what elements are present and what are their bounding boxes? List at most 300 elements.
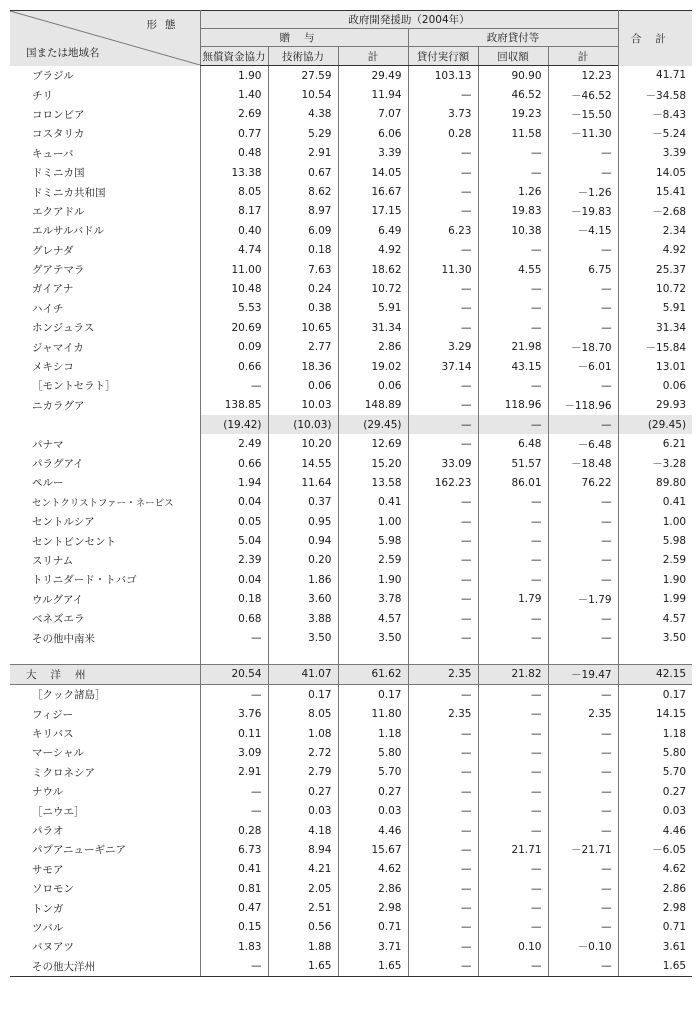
cell-grant-aid: 3.76 [200, 705, 268, 724]
cell-total: 41.71 [618, 66, 692, 86]
cell-grant-subtotal: 2.59 [338, 551, 408, 570]
cell-recovery: — [478, 376, 548, 395]
table-row [10, 590, 692, 609]
cell-recovery: 90.90 [478, 66, 548, 86]
cell-recovery: 19.83 [478, 202, 548, 221]
cell-grant-subtotal: 3.71 [338, 937, 408, 956]
cell-tech-coop: 10.65 [268, 318, 338, 337]
cell-grant-subtotal: 12.69 [338, 434, 408, 453]
table-row [10, 182, 692, 201]
cell-grant-subtotal: 17.15 [338, 202, 408, 221]
cell-tech-coop: 10.03 [268, 396, 338, 415]
country-name: スリナム [32, 554, 74, 567]
cell-loan-subtotal: 12.23 [548, 66, 618, 86]
cell-grant-aid: 0.40 [200, 221, 268, 240]
cell-grant-aid: — [200, 376, 268, 395]
cell-recovery: — [478, 860, 548, 879]
cell-loan-subtotal: －1.26 [548, 182, 618, 201]
country-name: フィジー [32, 708, 74, 721]
cell-loan-exec: — [408, 182, 478, 201]
header-grant-aid: 無償資金協力 [200, 47, 268, 66]
spacer-cell [618, 648, 692, 665]
cell-loan-exec: — [408, 685, 478, 705]
cell-grant-aid: 2.49 [200, 434, 268, 453]
cell-tech-coop: 0.67 [268, 163, 338, 182]
cell-recovery: 46.52 [478, 85, 548, 104]
cell-loan-exec: — [408, 743, 478, 762]
cell-total: 14.05 [618, 163, 692, 182]
cell-loan-subtotal: — [548, 241, 618, 260]
cell-grant-aid: 5.53 [200, 299, 268, 318]
cell-total: 4.57 [618, 609, 692, 628]
cell-loan-exec: 11.30 [408, 260, 478, 279]
cell-recovery: — [478, 299, 548, 318]
cell-recovery: — [478, 531, 548, 550]
spacer-cell [338, 648, 408, 665]
cell-loan-exec: 2.35 [408, 664, 478, 684]
cell-tech-coop: 11.64 [268, 473, 338, 492]
cell-recovery: — [478, 493, 548, 512]
cell-grant-subtotal: 0.17 [338, 685, 408, 705]
cell-grant-aid: 0.15 [200, 918, 268, 937]
cell-tech-coop: 0.20 [268, 551, 338, 570]
cell-recovery: — [478, 163, 548, 182]
cell-loan-subtotal: — [548, 376, 618, 395]
country-name: トリニダード・トバゴ [32, 574, 137, 587]
cell-total: 2.86 [618, 879, 692, 898]
cell-tech-coop: 1.08 [268, 724, 338, 743]
spacer-cell [548, 648, 618, 665]
cell-tech-coop: 27.59 [268, 66, 338, 86]
cell-tech-coop: 4.38 [268, 105, 338, 124]
cell-tech-coop: 1.88 [268, 937, 338, 956]
cell-loan-subtotal: 6.75 [548, 260, 618, 279]
cell-loan-subtotal: — [548, 763, 618, 782]
cell-grant-subtotal: 1.90 [338, 570, 408, 589]
country-name: ガイアナ [32, 283, 74, 296]
cell-recovery: — [478, 705, 548, 724]
cell-loan-exec: — [408, 318, 478, 337]
cell-grant-subtotal: 31.34 [338, 318, 408, 337]
cell-grant-subtotal: 5.91 [338, 299, 408, 318]
country-name: ウルグアイ [32, 593, 84, 606]
cell-loan-exec: — [408, 279, 478, 298]
cell-loan-exec: — [408, 570, 478, 589]
cell-tech-coop: 2.72 [268, 743, 338, 762]
cell-loan-subtotal: 76.22 [548, 473, 618, 492]
country-name: グアテマラ [32, 264, 85, 277]
cell-recovery: — [478, 241, 548, 260]
cell-loan-exec: — [408, 202, 478, 221]
cell-total: 3.61 [618, 937, 692, 956]
cell-recovery: 0.10 [478, 937, 548, 956]
table-row [10, 821, 692, 840]
cell-total: 4.62 [618, 860, 692, 879]
cell-loan-subtotal: — [548, 685, 618, 705]
cell-grant-subtotal: 3.50 [338, 628, 408, 647]
cell-total: －8.43 [618, 105, 692, 124]
cell-tech-coop: (10.03) [268, 415, 338, 434]
country-name: グレナダ [32, 244, 74, 257]
cell-total: 1.90 [618, 570, 692, 589]
table-row [10, 551, 692, 570]
country-name: 大洋州 [10, 664, 200, 684]
cell-grant-subtotal: 2.86 [338, 337, 408, 356]
cell-loan-exec: — [408, 493, 478, 512]
cell-tech-coop: 2.91 [268, 144, 338, 163]
cell-recovery: 21.71 [478, 840, 548, 859]
cell-tech-coop: 0.24 [268, 279, 338, 298]
cell-total: －15.84 [618, 337, 692, 356]
cell-loan-subtotal: －19.83 [548, 202, 618, 221]
table-row [10, 163, 692, 182]
table-row [10, 396, 692, 415]
cell-total: 14.15 [618, 705, 692, 724]
table-row [10, 724, 692, 743]
country-name: その他大洋州 [10, 957, 200, 977]
cell-tech-coop: 2.79 [268, 763, 338, 782]
cell-loan-subtotal: －6.01 [548, 357, 618, 376]
cell-grant-subtotal: 0.03 [338, 801, 408, 820]
cell-loan-subtotal: — [548, 782, 618, 801]
cell-loan-exec: — [408, 724, 478, 743]
cell-total: 1.99 [618, 590, 692, 609]
cell-loan-subtotal: －4.15 [548, 221, 618, 240]
cell-grant-aid: — [200, 628, 268, 647]
cell-loan-subtotal: －15.50 [548, 105, 618, 124]
cell-total: 29.93 [618, 396, 692, 415]
country-name: ペルー [32, 477, 64, 490]
table-row [10, 918, 692, 937]
cell-loan-subtotal: — [548, 860, 618, 879]
cell-grant-aid: 0.66 [200, 357, 268, 376]
cell-tech-coop: 8.94 [268, 840, 338, 859]
country-name: エルサルバドル [32, 225, 105, 238]
cell-grant-subtotal: 4.92 [338, 241, 408, 260]
cell-recovery: — [478, 879, 548, 898]
cell-grant-subtotal: 5.80 [338, 743, 408, 762]
cell-loan-exec: — [408, 898, 478, 917]
cell-total: 5.70 [618, 763, 692, 782]
cell-recovery: — [478, 743, 548, 762]
cell-loan-subtotal: －0.10 [548, 937, 618, 956]
cell-total: 0.27 [618, 782, 692, 801]
cell-loan-exec: — [408, 840, 478, 859]
cell-tech-coop: 4.18 [268, 821, 338, 840]
cell-total: 0.41 [618, 493, 692, 512]
cell-loan-subtotal: — [548, 551, 618, 570]
cell-grant-subtotal: (29.45) [338, 415, 408, 434]
cell-recovery: — [478, 918, 548, 937]
cell-recovery: — [478, 609, 548, 628]
cell-total: 3.39 [618, 144, 692, 163]
country-name: サモア [32, 863, 64, 876]
table-row [10, 202, 692, 221]
cell-grant-aid: 0.28 [200, 821, 268, 840]
cell-grant-aid: — [200, 801, 268, 820]
cell-recovery: 4.55 [478, 260, 548, 279]
table-row [10, 840, 692, 859]
cell-total: 2.98 [618, 898, 692, 917]
cell-loan-exec: 2.35 [408, 705, 478, 724]
cell-loan-exec: — [408, 415, 478, 434]
cell-tech-coop: 41.07 [268, 664, 338, 684]
cell-recovery: 10.38 [478, 221, 548, 240]
cell-loan-exec: — [408, 628, 478, 647]
cell-recovery: 1.26 [478, 182, 548, 201]
table-row [10, 376, 692, 395]
cell-grant-aid: 2.91 [200, 763, 268, 782]
cell-total: 1.18 [618, 724, 692, 743]
country-name: ドミニカ共和国 [32, 186, 106, 199]
header-tech-coop: 技術協力 [268, 47, 338, 66]
table-row [10, 879, 692, 898]
cell-grant-subtotal: 3.39 [338, 144, 408, 163]
cell-grant-aid: 1.90 [200, 66, 268, 86]
cell-loan-subtotal: — [548, 609, 618, 628]
cell-loan-exec: — [408, 801, 478, 820]
country-name: コロンビア [32, 108, 85, 121]
cell-grant-aid: 0.09 [200, 337, 268, 356]
cell-tech-coop: 0.38 [268, 299, 338, 318]
cell-loan-subtotal: — [548, 898, 618, 917]
country-name: パラオ [32, 825, 64, 838]
table-row [10, 570, 692, 589]
cell-grant-aid: 3.09 [200, 743, 268, 762]
cell-loan-exec: 0.28 [408, 124, 478, 143]
cell-tech-coop: 7.63 [268, 260, 338, 279]
cell-loan-exec: — [408, 144, 478, 163]
cell-loan-subtotal: — [548, 279, 618, 298]
cell-grant-subtotal: 6.49 [338, 221, 408, 240]
cell-loan-subtotal: －1.79 [548, 590, 618, 609]
cell-total: 6.21 [618, 434, 692, 453]
cell-recovery: — [478, 957, 548, 977]
cell-grant-aid: 4.74 [200, 241, 268, 260]
cell-grant-subtotal: 29.49 [338, 66, 408, 86]
cell-grant-subtotal: 0.27 [338, 782, 408, 801]
cell-recovery: 118.96 [478, 396, 548, 415]
cell-total: 5.91 [618, 299, 692, 318]
corner-top-label: 形態 [146, 19, 184, 31]
cell-tech-coop: 4.21 [268, 860, 338, 879]
table-row [10, 66, 692, 86]
spacer-cell [10, 648, 200, 665]
cell-total: 0.17 [618, 685, 692, 705]
cell-total: 5.98 [618, 531, 692, 550]
country-name [10, 415, 200, 434]
cell-loan-exec: 103.13 [408, 66, 478, 86]
cell-tech-coop: 8.97 [268, 202, 338, 221]
country-name: ジャマイカ [32, 341, 84, 354]
cell-loan-exec: — [408, 609, 478, 628]
cell-recovery: — [478, 801, 548, 820]
cell-tech-coop: 0.18 [268, 241, 338, 260]
header-grant: 贈与 [200, 29, 408, 47]
cell-loan-exec: — [408, 860, 478, 879]
cell-recovery: 6.48 [478, 434, 548, 453]
header-loan-exec: 貸付実行額 [408, 47, 478, 66]
header-grant-subtotal: 計 [338, 47, 408, 66]
cell-loan-subtotal: — [548, 493, 618, 512]
country-name: ［クック諸島］ [32, 689, 106, 702]
cell-total: 1.65 [618, 957, 692, 977]
cell-recovery: — [478, 279, 548, 298]
cell-grant-aid: 0.48 [200, 144, 268, 163]
cell-total: 0.71 [618, 918, 692, 937]
cell-loan-exec: — [408, 937, 478, 956]
cell-grant-aid: 0.18 [200, 590, 268, 609]
cell-recovery: 19.23 [478, 105, 548, 124]
country-name: パプアニューギニア [32, 844, 126, 857]
cell-total: －5.24 [618, 124, 692, 143]
cell-grant-subtotal: 2.86 [338, 879, 408, 898]
spacer-cell [478, 648, 548, 665]
country-name: ブラジル [32, 69, 74, 82]
cell-loan-exec: 6.23 [408, 221, 478, 240]
cell-loan-subtotal: — [548, 801, 618, 820]
cell-recovery: 11.58 [478, 124, 548, 143]
cell-total: 2.34 [618, 221, 692, 240]
cell-total: 0.06 [618, 376, 692, 395]
cell-grant-aid: 0.68 [200, 609, 268, 628]
cell-grant-subtotal: 0.71 [338, 918, 408, 937]
oda-table [10, 10, 692, 977]
country-name: ［モントセラト］ [32, 380, 116, 393]
cell-grant-subtotal: 5.98 [338, 531, 408, 550]
cell-grant-subtotal: 61.62 [338, 664, 408, 684]
cell-grant-subtotal: 6.06 [338, 124, 408, 143]
cell-loan-exec: 33.09 [408, 454, 478, 473]
cell-grant-subtotal: 15.20 [338, 454, 408, 473]
cell-grant-subtotal: 15.67 [338, 840, 408, 859]
cell-loan-exec: — [408, 241, 478, 260]
spacer-cell [268, 648, 338, 665]
cell-loan-exec: 162.23 [408, 473, 478, 492]
cell-grant-aid: 0.81 [200, 879, 268, 898]
cell-recovery: — [478, 782, 548, 801]
cell-grant-aid: 1.83 [200, 937, 268, 956]
cell-total: 0.03 [618, 801, 692, 820]
cell-grant-subtotal: 1.65 [338, 957, 408, 977]
country-name: パラグアイ [32, 458, 84, 470]
cell-grant-subtotal: 0.41 [338, 493, 408, 512]
table-header [10, 11, 692, 66]
cell-loan-subtotal: — [548, 318, 618, 337]
table-row [10, 260, 692, 279]
cell-total: 3.50 [618, 628, 692, 647]
cell-grant-aid: 138.85 [200, 396, 268, 415]
cell-recovery: 21.98 [478, 337, 548, 356]
cell-tech-coop: 0.37 [268, 493, 338, 512]
country-name: セントルシア [32, 516, 95, 529]
country-name: セントクリストファー・ネービス [32, 498, 174, 510]
cell-grant-aid: 8.17 [200, 202, 268, 221]
country-name: パナマ [32, 438, 64, 451]
country-name: コスタリカ [32, 128, 85, 141]
cell-grant-aid: — [200, 782, 268, 801]
cell-grant-subtotal: 16.67 [338, 182, 408, 201]
country-name: ホンジュラス [32, 322, 95, 335]
table-row [10, 473, 692, 492]
table-row [10, 85, 692, 104]
cell-recovery: — [478, 685, 548, 705]
table-row [10, 493, 692, 512]
cell-grant-aid: 0.41 [200, 860, 268, 879]
cell-total: －3.28 [618, 454, 692, 473]
country-name: バヌアツ [32, 941, 74, 954]
spacer-row [10, 648, 692, 665]
cell-loan-exec: — [408, 918, 478, 937]
cell-loan-subtotal: －46.52 [548, 85, 618, 104]
cell-recovery: — [478, 318, 548, 337]
cell-total: －34.58 [618, 85, 692, 104]
cell-tech-coop: 0.03 [268, 801, 338, 820]
cell-grant-aid: 0.04 [200, 493, 268, 512]
cell-loan-exec: — [408, 396, 478, 415]
cell-loan-exec: 3.73 [408, 105, 478, 124]
cell-total: 89.80 [618, 473, 692, 492]
cell-tech-coop: 3.60 [268, 590, 338, 609]
cell-recovery: — [478, 144, 548, 163]
cell-grant-aid: 0.77 [200, 124, 268, 143]
table-row [10, 221, 692, 240]
cell-grant-aid: 5.04 [200, 531, 268, 550]
country-name: チリ [32, 89, 53, 102]
header-corner [10, 11, 200, 66]
country-name: キリバス [32, 728, 74, 741]
cell-loan-subtotal: －6.48 [548, 434, 618, 453]
cell-total: 10.72 [618, 279, 692, 298]
cell-grant-subtotal: 18.62 [338, 260, 408, 279]
cell-grant-subtotal: 11.94 [338, 85, 408, 104]
header-recovery: 回収額 [478, 47, 548, 66]
country-name: ドミニカ国 [32, 167, 85, 180]
country-name: キューバ [32, 147, 74, 160]
cell-loan-subtotal: — [548, 918, 618, 937]
cell-tech-coop: 8.05 [268, 705, 338, 724]
cell-grant-aid: 2.39 [200, 551, 268, 570]
table-row [10, 124, 692, 143]
cell-tech-coop: 14.55 [268, 454, 338, 473]
cell-grant-subtotal: 11.80 [338, 705, 408, 724]
table-row [10, 241, 692, 260]
cell-grant-aid: 2.69 [200, 105, 268, 124]
table-row [10, 628, 692, 647]
cell-loan-exec: — [408, 782, 478, 801]
cell-loan-exec: — [408, 551, 478, 570]
country-name: ソロモン [32, 883, 74, 896]
cell-loan-exec: — [408, 531, 478, 550]
cell-tech-coop: 0.17 [268, 685, 338, 705]
cell-grant-subtotal: 1.00 [338, 512, 408, 531]
spacer-cell [408, 648, 478, 665]
cell-recovery: — [478, 512, 548, 531]
table-row [10, 434, 692, 453]
header-loan: 政府貸付等 [408, 29, 618, 47]
table-row [10, 664, 692, 684]
cell-total: 15.41 [618, 182, 692, 201]
cell-grant-aid: 1.40 [200, 85, 268, 104]
cell-tech-coop: 0.27 [268, 782, 338, 801]
cell-tech-coop: 3.50 [268, 628, 338, 647]
cell-loan-subtotal: — [548, 570, 618, 589]
table-row [10, 512, 692, 531]
cell-loan-subtotal: — [548, 724, 618, 743]
cell-total: －2.68 [618, 202, 692, 221]
table-row [10, 357, 692, 376]
cell-total: 42.15 [618, 664, 692, 684]
